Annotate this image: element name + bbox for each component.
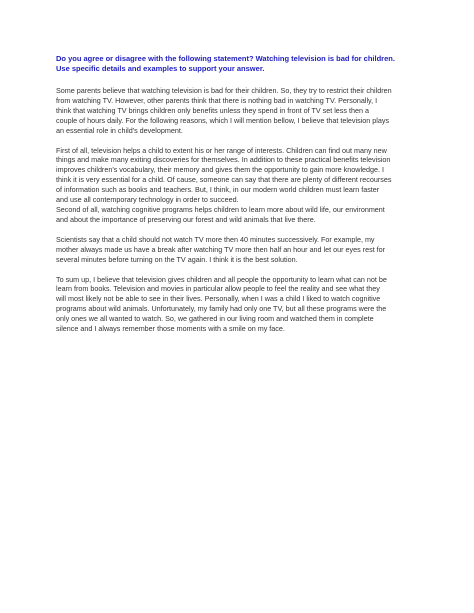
intro-paragraph: Some parents believe that watching television is bad for their children. So, they try to restrict their children from watching TV. However, other parents think that there is nothing bad in watching TV. Personally, I think that watching TV brings children only benefits unless they spend in front of TV set less then a couple of hours daily. For the following reasons, which I will mention bellow, I believe that television plays an essential role in child's development. bbox=[56, 86, 392, 135]
conclusion-paragraph: To sum up, I believe that television gives children and all people the opportunity to learn what can not be learn from books. Television and movies in particular allow people to feel the reality and see what they will most likely not be able to see in their lives. Personally, when I was a child I liked to watch cognitive programs about wild animals. Unfortunately, my family had only one TV, but all these programs were the only ones we all wanted to watch. So, we gathered in our living room and watched them in complete silence and I always remember those moments with a smile on my face. bbox=[56, 274, 387, 334]
essay-prompt: Do you agree or disagree with the following statement? Watching television is bad for children. Use specific details and examples to support your answer. bbox=[56, 54, 395, 73]
document-body bbox=[56, 54, 422, 344]
body-paragraph-second: Second of all, watching cognitive programs helps children to learn more about wild life, our environment and about the importance of preserving our forest and wild animals that live there. bbox=[56, 204, 385, 224]
body-paragraph-third: Scientists say that a child should not watch TV more then 40 minutes successively. For example, my mother always made us have a break after watching TV more then half an hour and let our eyes rest for several minutes before turning on the TV again. I think it is the best solution. bbox=[56, 234, 386, 264]
body-paragraph-first: First of all, television helps a child to extent his or her range of interests. Children can find out many new things and make many exiting discoveries for themselves. In addition to these practical benefits television improves children's vocabulary, their memory and gives them the opportunity to gain more knowledge. I think it is very essential for a child. Of cause, someone can say that there are plenty of different recourses of information such as books and teachers. But, I think, in our modern world children must learn faster and use all contemporary technology in order to succeed. bbox=[56, 145, 392, 205]
